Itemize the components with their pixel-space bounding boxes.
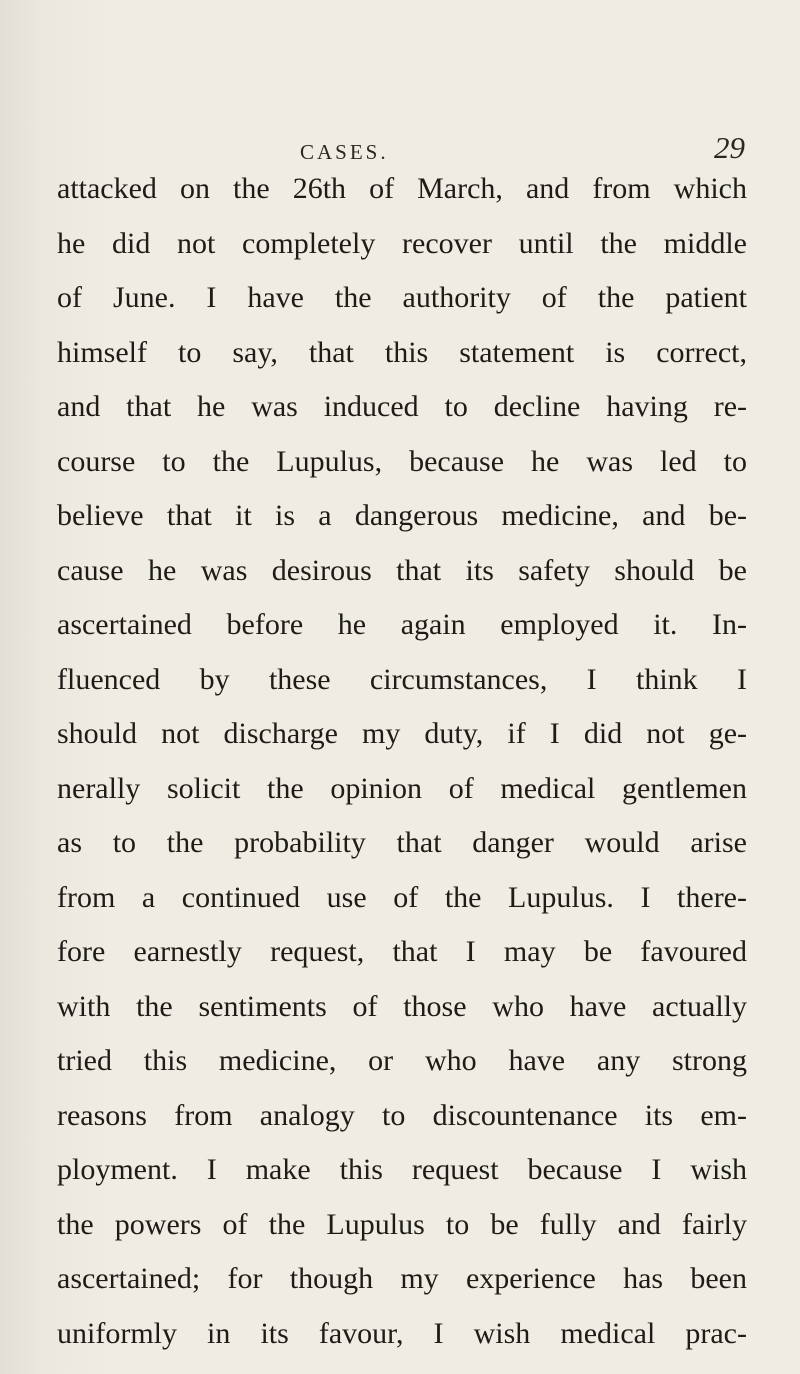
text-line: fluenced by these circumstances, I think I [57,662,747,696]
text-line: the powers of the Lupulus to be fully and fairly [57,1207,747,1241]
text-line: ascertained before he again employed it. In- [57,608,747,641]
text-line: of June. I have the authority of the patient [57,281,747,314]
text-line: ployment. I make this request because I wish [57,1153,747,1186]
text-line: fore earnestly request, that I may be favoured [57,935,747,968]
text-line: uniformly in its favour, I wish medical prac- [57,1316,747,1350]
text-line: with the sentiments of those who have actually [57,989,747,1023]
text-line: nerally solicit the opinion of medical gentlemen [57,771,747,805]
running-head: CASES. [300,140,389,164]
page-number: 29 [714,130,745,165]
text-line: tried this medicine, or who have any strong [57,1044,747,1077]
text-line: as to the probability that danger would arise [57,826,747,859]
text-line: ascertained; for though my experience has been [57,1262,747,1295]
text-line: course to the Lupulus, because he was led to [57,444,747,478]
text-line: and that he was induced to decline having re- [57,390,747,423]
text-line: reasons from analogy to discountenance its em- [57,1098,747,1132]
text-line: attacked on the 26th of March, and from which [57,172,747,205]
text-line: cause he was desirous that its safety should be [57,553,747,587]
body-text [57,162,747,1361]
text-line: from a continued use of the Lupulus. I there- [57,880,747,914]
text-line: himself to say, that this statement is correct, [57,335,747,369]
text-line: should not discharge my duty, if I did not ge- [57,717,747,750]
text-line: he did not completely recover until the middle [57,226,747,260]
text-line: believe that it is a dangerous medicine, and be- [57,499,747,532]
